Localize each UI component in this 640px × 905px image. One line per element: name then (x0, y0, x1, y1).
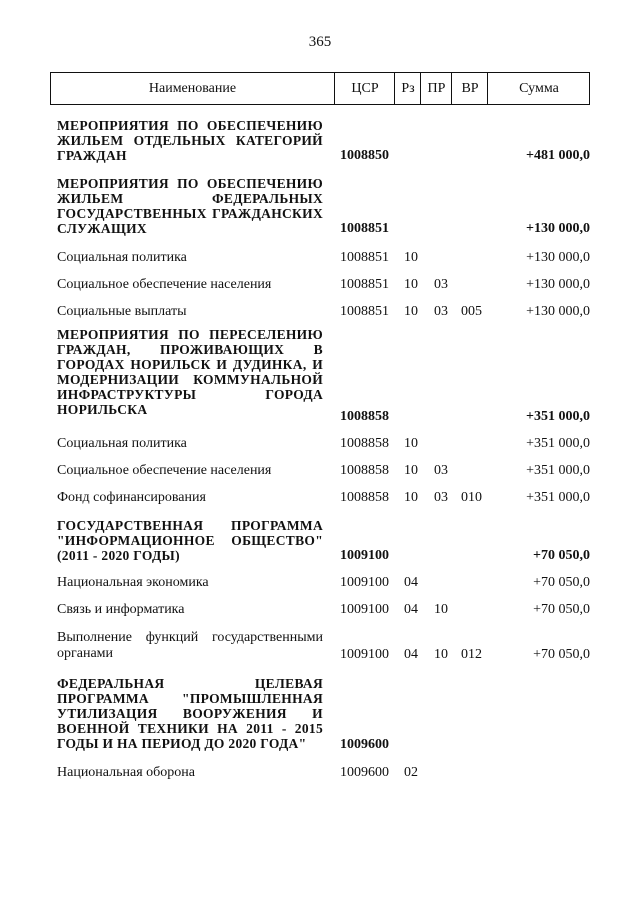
row-name: Социальное обеспечение населения (57, 463, 272, 478)
row-rz: 10 (404, 250, 418, 265)
page-number: 365 (308, 34, 332, 50)
row-sum: +351 000,0 (526, 409, 590, 424)
row-csr: 1008851 (340, 250, 389, 265)
header-rz: Рз (394, 73, 421, 104)
row-name: МЕРОПРИЯТИЯ ПО ПЕРЕСЕЛЕНИЮ ГРАЖДАН, ПРОЖИВАЮЩИХ В ГОРОДАХ НОРИЛЬСК И ДУДИНКА, И МОДЕРНИЗАЦИИ КОММУНАЛЬНОЙ ИНФРАСТРУКТУРЫ ГОРОДА НОРИЛЬСКА (57, 327, 323, 417)
row-csr: 1009100 (340, 602, 389, 617)
row-csr: 1009100 (340, 647, 389, 662)
row-csr: 1008850 (340, 148, 389, 163)
table-row (0, 118, 640, 164)
row-rz: 10 (404, 490, 418, 505)
row-csr: 1009600 (340, 765, 389, 780)
row-pr: 10 (434, 647, 448, 662)
table-row (0, 304, 640, 320)
row-name: Социальная политика (57, 250, 187, 265)
row-sum: +351 000,0 (526, 436, 590, 451)
row-csr: 1008858 (340, 463, 389, 478)
header-sum: Сумма (487, 73, 590, 104)
row-sum: +351 000,0 (526, 490, 590, 505)
row-sum: +70 050,0 (533, 575, 590, 590)
row-name: МЕРОПРИЯТИЯ ПО ОБЕСПЕЧЕНИЮ ЖИЛЬЕМ ФЕДЕРАЛЬНЫХ ГОСУДАРСТВЕННЫХ ГРАЖДАНСКИХ СЛУЖАЩИХ (57, 176, 323, 236)
table-row (0, 575, 640, 591)
table-row (0, 277, 640, 293)
table-header (50, 72, 590, 105)
row-sum: +130 000,0 (526, 221, 590, 236)
row-sum: +130 000,0 (526, 277, 590, 292)
row-rz: 04 (404, 602, 418, 617)
header-csr: ЦСР (334, 73, 395, 104)
row-vr: 010 (461, 490, 482, 505)
row-csr: 1009100 (340, 575, 389, 590)
row-name: Фонд софинансирования (57, 490, 206, 505)
row-name: Связь и информатика (57, 602, 185, 617)
row-name: Социальное обеспечение населения (57, 277, 272, 292)
row-csr: 1008858 (340, 490, 389, 505)
row-csr: 1008851 (340, 304, 389, 319)
row-rz: 10 (404, 463, 418, 478)
row-name: Национальная экономика (57, 575, 209, 590)
row-name: Выполнение функций государственными органами (57, 630, 323, 661)
table-row (0, 176, 640, 237)
row-name: ГОСУДАРСТВЕННАЯ ПРОГРАММА "ИНФОРМАЦИОННОЕ ОБЩЕСТВО" (2011 - 2020 ГОДЫ) (57, 518, 323, 563)
row-pr: 03 (434, 304, 448, 319)
table-row (0, 630, 640, 663)
row-name: Социальная политика (57, 436, 187, 451)
row-name: МЕРОПРИЯТИЯ ПО ОБЕСПЕЧЕНИЮ ЖИЛЬЕМ ОТДЕЛЬНЫХ КАТЕГОРИЙ ГРАЖДАН (57, 118, 323, 163)
table-row (0, 490, 640, 506)
row-rz: 02 (404, 765, 418, 780)
row-rz: 04 (404, 575, 418, 590)
row-name: Национальная оборона (57, 765, 195, 780)
row-csr: 1008858 (340, 436, 389, 451)
table-row (0, 676, 640, 753)
row-csr: 1009100 (340, 548, 389, 563)
header-name: Наименование (148, 81, 237, 96)
header-pr: ПР (420, 73, 452, 104)
row-pr: 03 (434, 490, 448, 505)
table-row (0, 463, 640, 479)
row-csr: 1008851 (340, 277, 389, 292)
row-sum: +351 000,0 (526, 463, 590, 478)
row-sum: +70 050,0 (533, 647, 590, 662)
row-pr: 03 (434, 463, 448, 478)
header-vr: ВР (451, 73, 488, 104)
row-sum: +70 050,0 (533, 548, 590, 563)
row-rz: 04 (404, 647, 418, 662)
row-name: ФЕДЕРАЛЬНАЯ ЦЕЛЕВАЯ ПРОГРАММА "ПРОМЫШЛЕННАЯ УТИЛИЗАЦИЯ ВООРУЖЕНИЯ И ВОЕННОЙ ТЕХНИКИ НА 2011 - 2015 ГОДЫ И НА ПЕРИОД ДО 2020 ГОДА" (57, 676, 323, 751)
row-sum: +130 000,0 (526, 304, 590, 319)
row-rz: 10 (404, 304, 418, 319)
table-row (0, 602, 640, 618)
row-name: Социальные выплаты (57, 304, 187, 319)
row-csr: 1008858 (340, 409, 389, 424)
row-vr: 005 (461, 304, 482, 319)
row-sum: +481 000,0 (526, 148, 590, 163)
row-vr: 012 (461, 647, 482, 662)
table-row (0, 436, 640, 452)
row-csr: 1008851 (340, 221, 389, 236)
table-row (0, 765, 640, 781)
row-sum: +70 050,0 (533, 602, 590, 617)
row-csr: 1009600 (340, 737, 389, 752)
table-row (0, 327, 640, 425)
row-rz: 10 (404, 277, 418, 292)
table-row (0, 250, 640, 266)
row-pr: 03 (434, 277, 448, 292)
row-rz: 10 (404, 436, 418, 451)
table-row (0, 518, 640, 564)
row-pr: 10 (434, 602, 448, 617)
row-sum: +130 000,0 (526, 250, 590, 265)
